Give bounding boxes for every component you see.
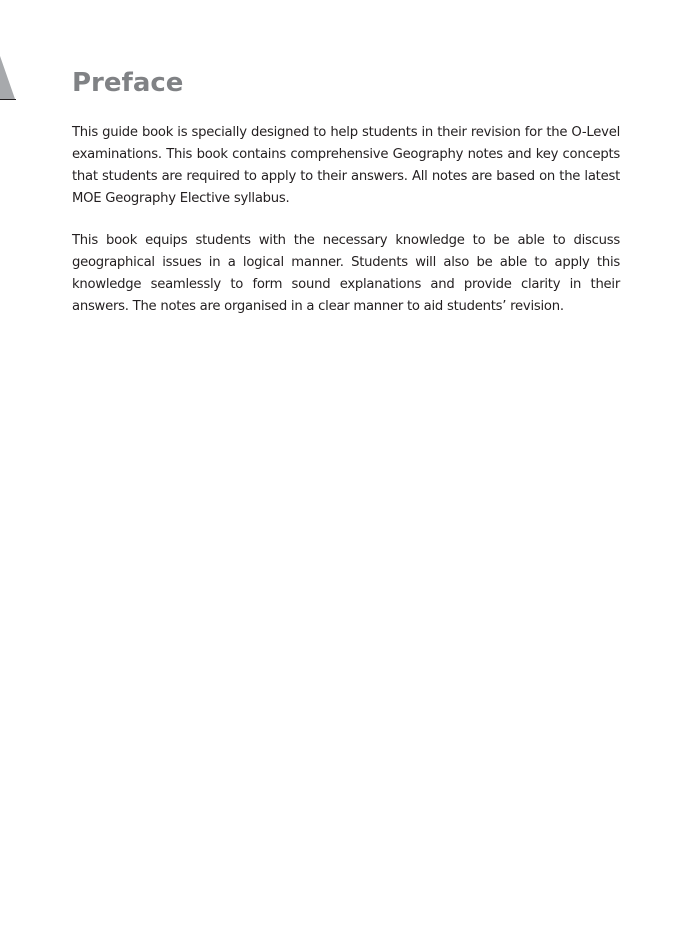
- page-title: Preface: [72, 68, 184, 98]
- paragraph-1: This guide book is specially designed to help students in their revision for the O-Level examinations. This book contains comprehensive Geography notes and key concepts that students are required to apply to their answers. All notes are based on the latest MOE Geography Elective syllabus.: [72, 125, 620, 206]
- paragraph-2: This book equips students with the necessary knowledge to be able to discuss geographical issues in a logical manner. Students will also be able to apply this knowledge seamlessly to form sound explanations and provide clarity in their answers. The notes are organised in a clear manner to aid students’ revision.: [72, 233, 620, 314]
- corner-triangle-mark: [0, 56, 16, 100]
- triangle-shape: [0, 56, 16, 100]
- preface-body: [72, 122, 620, 338]
